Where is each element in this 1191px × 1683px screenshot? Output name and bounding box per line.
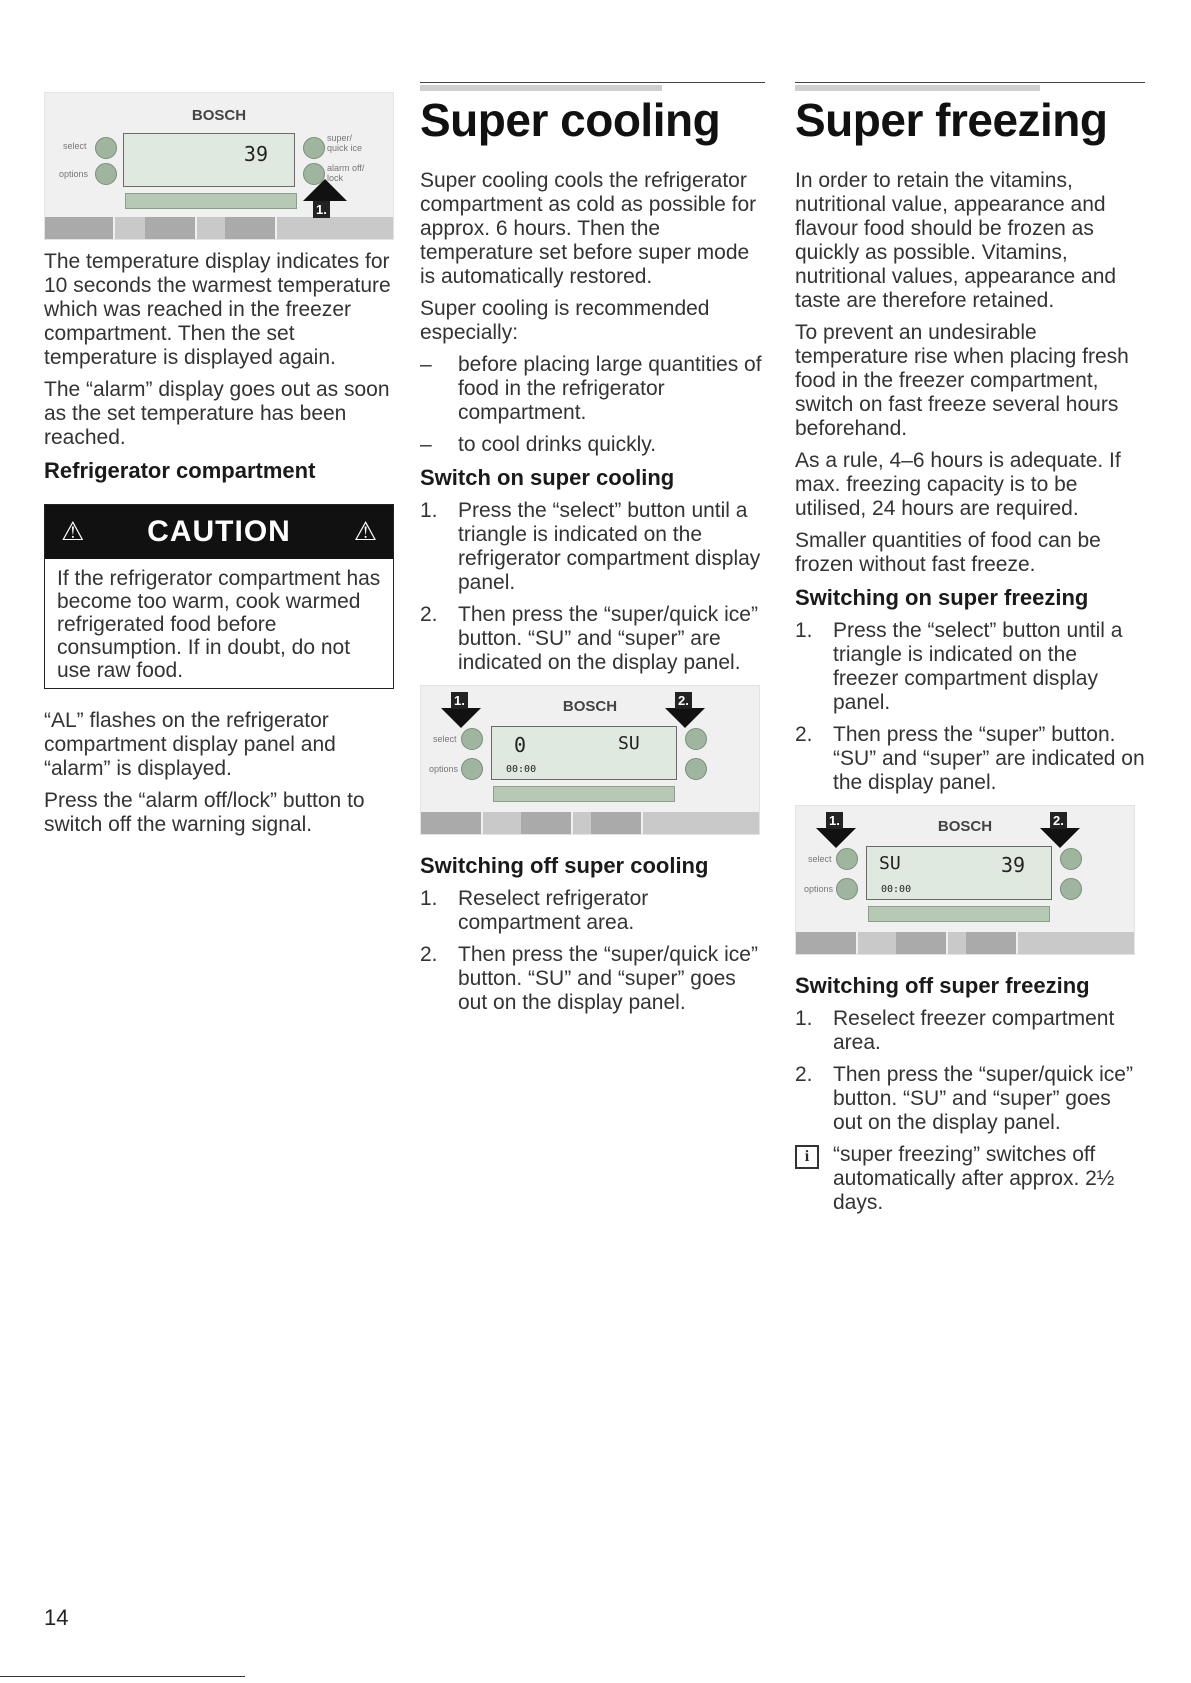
super-button bbox=[303, 137, 325, 159]
paragraph: In order to retain the vitamins, nutritional value, appearance and flavour food should be frozen as quickly as possible. Vitamins, nutritional values, appearance and taste are therefore retained. bbox=[795, 169, 1117, 312]
section-heading: Refrigerator compartment bbox=[44, 458, 316, 483]
options-button bbox=[836, 878, 858, 900]
list-item: 1. Reselect freezer compartment area. bbox=[795, 1007, 1115, 1054]
select-label: select bbox=[63, 141, 87, 151]
callout-number: 2. bbox=[1050, 812, 1067, 829]
paragraph: The temperature display indicates for 10 seconds the warmest temperature which was reached in the freezer compartment. Then the set temperature is displayed again. bbox=[44, 250, 391, 369]
caution-header bbox=[45, 505, 393, 559]
paragraph: Super cooling cools the refrigerator compartment as cold as possible for approx. 6 hours. Then the temperature set before super mode is automatically restored. bbox=[420, 169, 757, 288]
temperature-slider bbox=[125, 193, 297, 209]
list-item: 1. Reselect refrigerator compartment area. bbox=[420, 887, 649, 934]
list-item: – to cool drinks quickly. bbox=[420, 433, 657, 456]
arrow-callout-icon bbox=[665, 708, 705, 728]
alarm-button bbox=[1060, 878, 1082, 900]
page-number: 14 bbox=[44, 1605, 69, 1630]
brand-logo: BOSCH bbox=[562, 698, 618, 715]
note-text: “super freezing” switches off automatically after approx. 2½ days. bbox=[833, 1143, 1115, 1214]
time-readout: 00:00 bbox=[881, 884, 912, 895]
segment-left: SU bbox=[879, 853, 901, 874]
super-label: super/ quick ice bbox=[327, 133, 363, 153]
temperature-slider bbox=[493, 786, 675, 802]
paragraph: The “alarm” display goes out as soon as the set temperature has been reached. bbox=[44, 378, 390, 449]
options-button bbox=[95, 163, 117, 185]
steps-list bbox=[420, 887, 765, 1015]
list-item: 1. Press the “select” button until a triangle is indicated on the freezer compartment display panel. bbox=[795, 619, 1123, 714]
super-button bbox=[1060, 848, 1082, 870]
section-heading: Switching off super freezing bbox=[795, 973, 1090, 998]
callout-number: 2. bbox=[675, 692, 692, 709]
arrow-callout-icon bbox=[441, 708, 481, 728]
display-screen bbox=[491, 726, 677, 780]
display-screen bbox=[866, 846, 1052, 900]
temperature-slider bbox=[868, 906, 1050, 922]
arrow-callout-icon bbox=[1040, 828, 1080, 848]
paragraph: Smaller quantities of food can be frozen without fast freeze. bbox=[795, 529, 1101, 576]
options-button bbox=[461, 758, 483, 780]
section-title: Super cooling bbox=[420, 94, 721, 146]
segment-left: 0 bbox=[514, 733, 527, 757]
info-icon: i bbox=[795, 1145, 819, 1169]
brand-logo: BOSCH bbox=[191, 107, 247, 124]
panel-strip bbox=[45, 217, 393, 239]
left-column bbox=[44, 0, 394, 845]
paragraph: As a rule, 4–6 hours is adequate. If max. freezing capacity is to be utilised, 24 hours are required. bbox=[795, 449, 1121, 520]
section-rule bbox=[420, 82, 765, 93]
list-item: 2. Then press the “super/quick ice” button. “SU” and “super” goes out on the display panel. bbox=[795, 1063, 1133, 1134]
section-heading: Switching on super freezing bbox=[795, 585, 1089, 610]
select-label: select bbox=[808, 854, 832, 864]
list-item: 2. Then press the “super/quick ice” button. “SU” and “super” are indicated on the display panel. bbox=[420, 603, 758, 674]
warning-triangle-icon: ⚠ bbox=[61, 516, 85, 546]
paragraph: “AL” flashes on the refrigerator compartment display panel and “alarm” is displayed. bbox=[44, 709, 336, 780]
select-button bbox=[95, 137, 117, 159]
warning-triangle-icon: ⚠ bbox=[353, 516, 377, 546]
paragraph: Press the “alarm off/lock” button to switch off the warning signal. bbox=[44, 789, 365, 836]
steps-list bbox=[420, 499, 765, 675]
options-label: options bbox=[59, 169, 89, 179]
paragraph: To prevent an undesirable temperature rise when placing fresh food in the freezer compartment, switch on fast freeze several hours beforehand. bbox=[795, 321, 1129, 440]
temperature-readout: 39 bbox=[243, 142, 268, 166]
bullet-list bbox=[420, 353, 765, 457]
super-button bbox=[685, 728, 707, 750]
select-label: select bbox=[433, 734, 457, 744]
list-item: 1. Press the “select” button until a triangle is indicated on the refrigerator compartment display panel. bbox=[420, 499, 761, 594]
section-heading: Switching off super cooling bbox=[420, 853, 709, 878]
alarm-button bbox=[685, 758, 707, 780]
bottom-rule bbox=[0, 1676, 245, 1677]
segment-right: 39 bbox=[1001, 853, 1026, 877]
arrow-callout-icon bbox=[303, 179, 347, 201]
right-column bbox=[795, 0, 1145, 1223]
control-panel-illustration bbox=[420, 685, 760, 835]
section-rule bbox=[795, 82, 1145, 93]
steps-list bbox=[795, 619, 1145, 795]
time-readout: 00:00 bbox=[506, 764, 537, 775]
options-label: options bbox=[804, 884, 834, 894]
select-button bbox=[836, 848, 858, 870]
panel-strip bbox=[421, 812, 759, 834]
segment-right: SU bbox=[618, 733, 640, 754]
section-title: Super freezing bbox=[795, 94, 1108, 146]
paragraph: Super cooling is recommended especially: bbox=[420, 297, 710, 344]
control-panel-illustration bbox=[795, 805, 1135, 955]
caution-box bbox=[44, 504, 394, 689]
list-item: – before placing large quantities of food in the refrigerator compartment. bbox=[420, 353, 762, 424]
callout-number: 1. bbox=[826, 812, 843, 829]
info-note bbox=[795, 1143, 1145, 1215]
brand-logo: BOSCH bbox=[937, 818, 993, 835]
caution-title: CAUTION bbox=[147, 515, 291, 548]
display-screen bbox=[123, 133, 295, 187]
caution-text: If the refrigerator compartment has become too warm, cook warmed refrigerated food before consumption. If in doubt, do not use raw food. bbox=[57, 567, 381, 682]
alarm-label: alarm off/ lock bbox=[327, 163, 365, 183]
select-button bbox=[461, 728, 483, 750]
panel-strip bbox=[796, 932, 1134, 954]
middle-column bbox=[420, 0, 765, 1023]
steps-list bbox=[795, 1007, 1145, 1135]
list-item: 2. Then press the “super/quick ice” button. “SU” and “super” goes out on the display panel. bbox=[420, 943, 758, 1014]
section-heading: Switch on super cooling bbox=[420, 465, 675, 490]
list-item: 2. Then press the “super” button. “SU” and “super” are indicated on the display panel. bbox=[795, 723, 1145, 794]
callout-number: 1. bbox=[451, 692, 468, 709]
control-panel-illustration bbox=[44, 92, 394, 240]
arrow-callout-icon bbox=[816, 828, 856, 848]
callout-number: 1. bbox=[313, 201, 330, 218]
options-label: options bbox=[429, 764, 459, 774]
